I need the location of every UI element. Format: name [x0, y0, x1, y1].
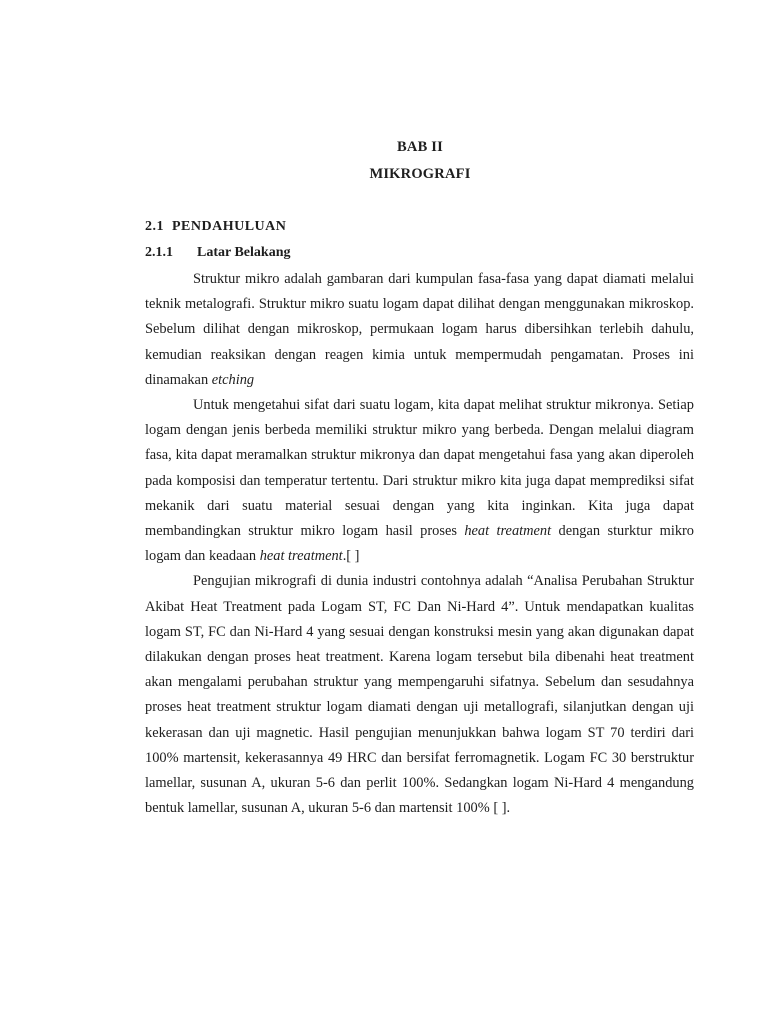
paragraph-3: Pengujian mikrografi di dunia industri contohnya adalah “Analisa Perubahan Struktur Akibat Heat Treatment pada Logam ST, FC Dan Ni-Hard 4”. Untuk mendapatkan kualitas logam ST, FC dan Ni-Hard 4 yang sesuai dengan konstruksi mesin yang akan digunakan dapat dilakukan dengan proses heat treatment. Karena logam tersebut bila dibenahi heat treatment akan mengalami perubahan struktur yang mempengaruhi sifatnya. Sebelum dan sesudahnya proses heat treatment struktur logam diamati dengan uji metallografi, silanjutkan dengan uji kekerasan dan uji magnetic. Hasil pengujian menunjukkan bahwa logam ST 70 terdiri dari 100% martensit, kekerasannya 49 HRC dan bersifat ferromagnetik. Logam FC 30 berstruktur lamellar, susunan A, ukuran 5-6 dan perlit 100%. Sedangkan logam Ni-Hard 4 mengandung bentuk lamellar, susunan A, ukuran 5-6 dan martensit 100% [ ]. — [145, 573, 694, 817]
paragraph-1: Struktur mikro adalah gambaran dari kumpulan fasa-fasa yang dapat diamati melalui teknik metalografi. Struktur mikro suatu logam dapat dilihat dengan menggunakan mikroskop. Sebelum dilihat dengan mikroskop, permukaan logam harus dibersihkan terlebih dahulu, kemudian reaksikan dengan reagen kimia untuk mempermudah pengamatan. Proses ini dinamakan etching — [145, 271, 694, 388]
subsection-title: Latar Belakang — [197, 245, 291, 260]
term-heat-treatment: heat treatment — [464, 523, 552, 540]
chapter-label: BAB II — [397, 139, 443, 155]
body-text — [145, 267, 694, 821]
section-number: 2.1 — [145, 219, 164, 234]
subsection-number: 2.1.1 — [145, 245, 173, 260]
paragraph-2: Untuk mengetahui sifat dari suatu logam, kita dapat melihat struktur mikronya. Setiap logam dengan jenis berbeda memiliki struktur mikro yang berbeda. Dengan melalui diagram fasa, kita dapat meramalkan struktur mikronya dan dapat mengetahui fasa yang akan diperoleh pada komposisi dan temperatur tertentu. Dari struktur mikro kita juga dapat memprediksi sifat mekanik dari suatu material sesuai dengan yang kita inginkan. Kita juga dapat membandingkan struktur mikro logam hasil proses heat treatment dengan sturktur mikro logam dan keadaan heat treatment.[ ] — [145, 397, 694, 565]
section-heading — [145, 219, 286, 235]
term-etching: etching — [211, 371, 255, 388]
subsection-heading — [145, 245, 290, 261]
term-heat-treatment: heat treatment — [259, 548, 343, 565]
chapter-title: MIKROGRAFI — [369, 166, 471, 182]
section-title: PENDAHULUAN — [172, 219, 287, 234]
